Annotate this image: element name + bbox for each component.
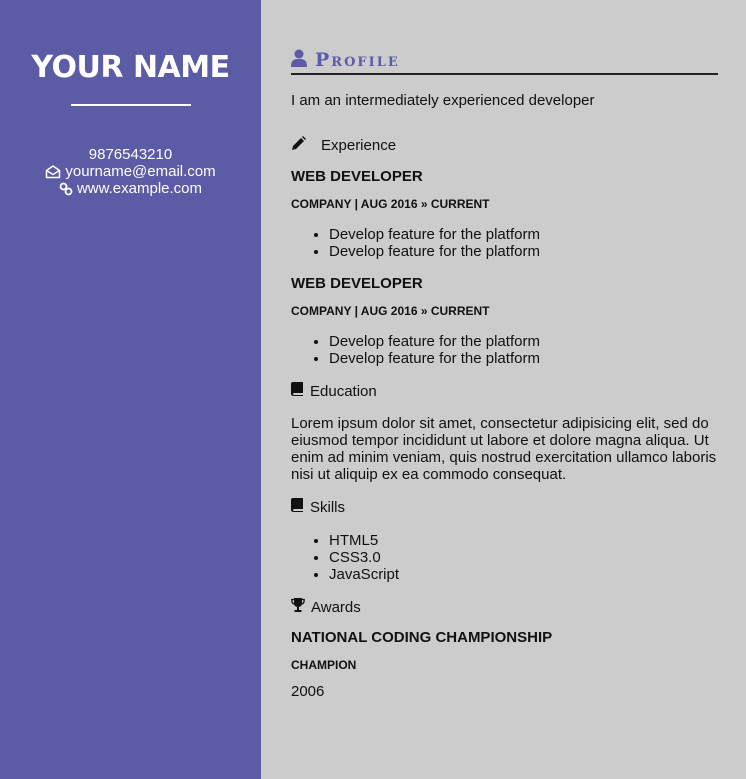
resume-name: YOUR NAME <box>31 50 230 85</box>
education-header <box>291 382 718 401</box>
list-item: • Develop feature for the platform <box>329 333 718 350</box>
awards-section <box>291 598 718 701</box>
name-divider <box>71 104 191 106</box>
job-bullets <box>291 333 718 367</box>
website-line <box>0 180 261 197</box>
education-section <box>291 382 718 483</box>
book-icon <box>291 382 304 401</box>
skills-heading: Skills <box>310 498 346 516</box>
profile-header <box>291 48 718 75</box>
list-item: • Develop feature for the platform <box>329 226 718 243</box>
award-subtitle: CHAMPION <box>291 658 357 672</box>
phone-line <box>0 146 261 163</box>
email-line <box>0 163 261 180</box>
job-entry <box>291 275 718 367</box>
job-title: WEB DEVELOPER <box>291 168 423 185</box>
award-year: 2006 <box>291 683 325 700</box>
pencil-icon <box>291 136 315 156</box>
skills-section <box>291 498 718 583</box>
experience-section <box>291 136 718 367</box>
education-heading: Education <box>310 382 377 400</box>
job-subtitle: COMPANY | AUG 2016 » CURRENT <box>291 197 490 211</box>
job-entry <box>291 168 718 260</box>
awards-heading: Awards <box>311 598 361 616</box>
list-item: • CSS3.0 <box>329 549 718 566</box>
list-item: • HTML5 <box>329 532 718 549</box>
profile-title: Profile <box>315 49 400 71</box>
envelope-icon <box>45 165 61 179</box>
book-icon <box>291 498 304 517</box>
profile-section <box>291 48 718 110</box>
sidebar <box>0 0 261 779</box>
awards-header <box>291 598 718 617</box>
trophy-icon <box>291 598 305 617</box>
email-address[interactable]: yourname@email.com <box>65 163 216 180</box>
experience-header <box>291 136 718 156</box>
list-item: • Develop feature for the platform <box>329 243 718 260</box>
skills-list <box>291 532 718 583</box>
main-content <box>261 0 746 779</box>
award-title: NATIONAL CODING CHAMPIONSHIP <box>291 629 553 646</box>
experience-heading: Experience <box>321 137 397 154</box>
list-item: • JavaScript <box>329 566 718 583</box>
job-subtitle: COMPANY | AUG 2016 » CURRENT <box>291 304 490 318</box>
link-icon <box>59 182 73 196</box>
user-icon <box>291 49 307 72</box>
job-title: WEB DEVELOPER <box>291 275 423 292</box>
profile-summary: I am an intermediately experienced developer <box>291 92 595 109</box>
contact-info <box>0 146 261 197</box>
job-bullets <box>291 226 718 260</box>
phone-number: 9876543210 <box>88 146 173 163</box>
education-text: Lorem ipsum dolor sit amet, consectetur adipisicing elit, sed do eiusmod tempor incididunt ut labore et dolore magna aliqua. Ut enim ad minim veniam, quis nostrud exercitation ullamco laboris nisi ut aliquip ex ea commodo consequat. <box>291 415 717 483</box>
skills-header <box>291 498 718 517</box>
website-link[interactable]: www.example.com <box>76 180 203 197</box>
list-item: • Develop feature for the platform <box>329 350 718 367</box>
